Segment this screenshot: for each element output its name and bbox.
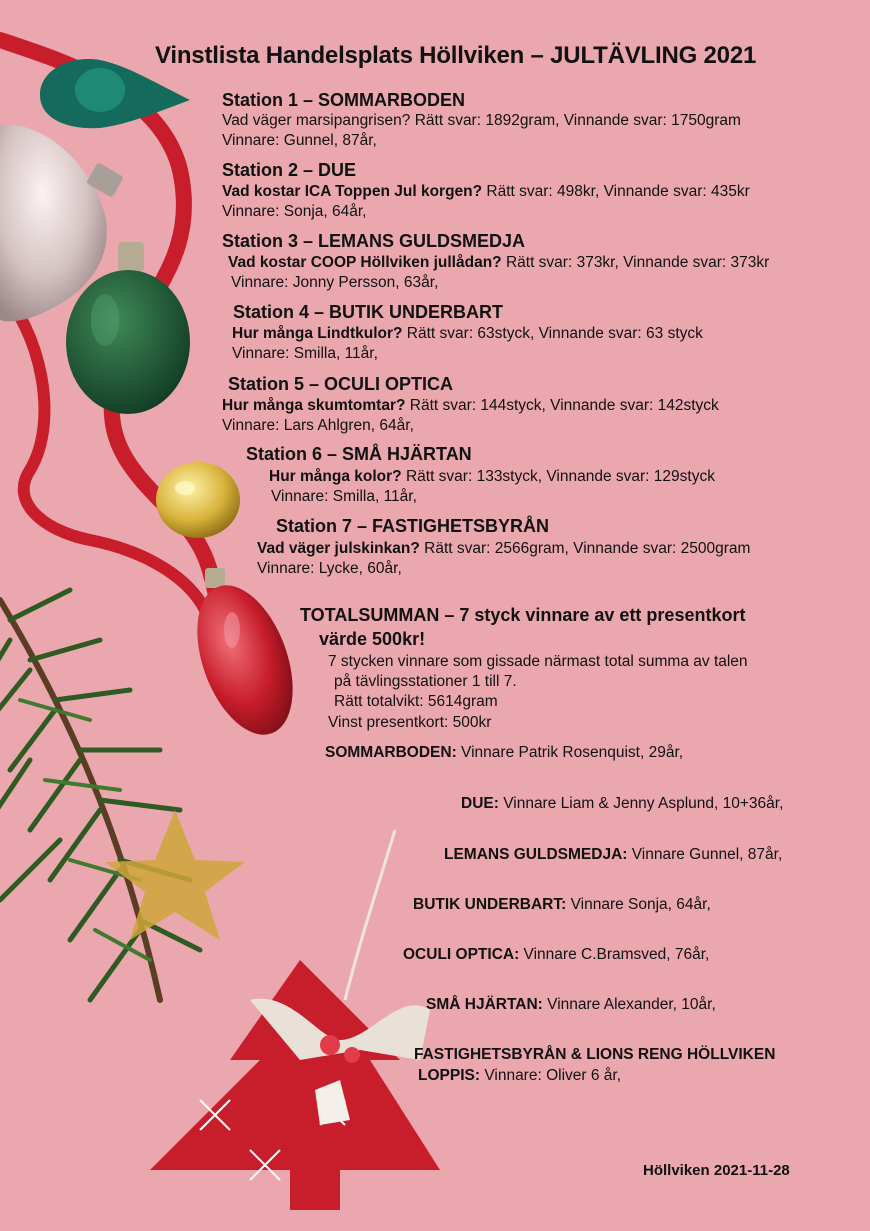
station-2-winner: Vinnare: Sonja, 64år, [222,203,367,220]
total-winner-oculi-optica: OCULI OPTICA: Vinnare C.Bramsved, 76år, [403,946,710,963]
total-winner-sommarboden: SOMMARBODEN: Vinnare Patrik Rosenquist, 29år, [325,744,684,761]
station-4-answer: Hur många Lindtkulor? Rätt svar: 63styck, Vinnande svar: 63 styck [232,325,703,342]
station-6-winner: Vinnare: Smilla, 11år, [271,488,417,505]
total-description-line-1: 7 stycken vinnare som gissade närmast total summa av talen [328,653,748,670]
pine-branch [0,590,200,1000]
station-5-heading: Station 5 – OCULI OPTICA [228,374,454,394]
station-3-winner: Vinnare: Jonny Persson, 63år, [231,274,439,291]
station-6-answer: Hur många kolor? Rätt svar: 133styck, Vinnande svar: 129styck [269,468,715,485]
total-winner-lemans: LEMANS GULDSMEDJA: Vinnare Gunnel, 87år, [444,846,783,863]
station-4-winner: Vinnare: Smilla, 11år, [232,345,378,362]
total-description-line-2: på tävlingsstationer 1 till 7. [334,673,517,690]
total-heading-line-1: TOTALSUMMAN – 7 styck vinnare av ett presentkort [300,605,746,625]
station-7-answer: Vad väger julskinkan? Rätt svar: 2566gram, Vinnande svar: 2500gram [257,540,751,557]
station-4-heading: Station 4 – BUTIK UNDERBART [233,302,504,322]
station-6-heading: Station 6 – SMÅ HJÄRTAN [246,444,472,464]
station-3-heading: Station 3 – LEMANS GULDSMEDJA [222,231,526,251]
station-7-heading: Station 7 – FASTIGHETSBYRÅN [276,516,550,536]
page-title: Vinstlista Handelsplats Höllviken – JULTÄVLING 2021 [155,42,757,69]
total-heading-line-2: värde 500kr! [319,629,426,649]
station-1-winner: Vinnare: Gunnel, 87år, [222,132,377,149]
total-winner-due: DUE: Vinnare Liam & Jenny Asplund, 10+36år, [461,795,784,812]
total-winner-butik-underbart: BUTIK UNDERBART: Vinnare Sonja, 64år, [413,896,711,913]
total-weight: Rätt totalvikt: 5614gram [334,693,498,710]
gold-star-ornament-icon [105,810,245,940]
total-winner-sma-hjartan: SMÅ HJÄRTAN: Vinnare Alexander, 10år, [426,996,716,1013]
station-5-winner: Vinnare: Lars Ahlgren, 64år, [222,417,414,434]
total-winner-fastighetsbyran-label: FASTIGHETSBYRÅN & LIONS RENG HÖLLVIKEN [414,1046,776,1063]
station-2-answer: Vad kostar ICA Toppen Jul korgen? Rätt svar: 498kr, Vinnande svar: 435kr [222,183,750,200]
gold-ball-ornament-icon [156,462,240,538]
station-1-heading: Station 1 – SOMMARBODEN [222,90,466,110]
date-footer: Höllviken 2021-11-28 [643,1162,790,1179]
station-3-answer: Vad kostar COOP Höllviken jullådan? Rätt svar: 373kr, Vinnande svar: 373kr [228,254,770,271]
total-winner-fastighetsbyran: LOPPIS: Vinnare: Oliver 6 år, [418,1067,622,1084]
station-2-heading: Station 2 – DUE [222,160,357,180]
station-7-winner: Vinnare: Lycke, 60år, [257,560,402,577]
total-prize: Vinst presentkort: 500kr [328,714,492,731]
station-1-answer: Vad väger marsipangrisen? Rätt svar: 1892gram, Vinnande svar: 1750gram [222,112,741,129]
station-5-answer: Hur många skumtomtar? Rätt svar: 144styck, Vinnande svar: 142styck [222,397,719,414]
